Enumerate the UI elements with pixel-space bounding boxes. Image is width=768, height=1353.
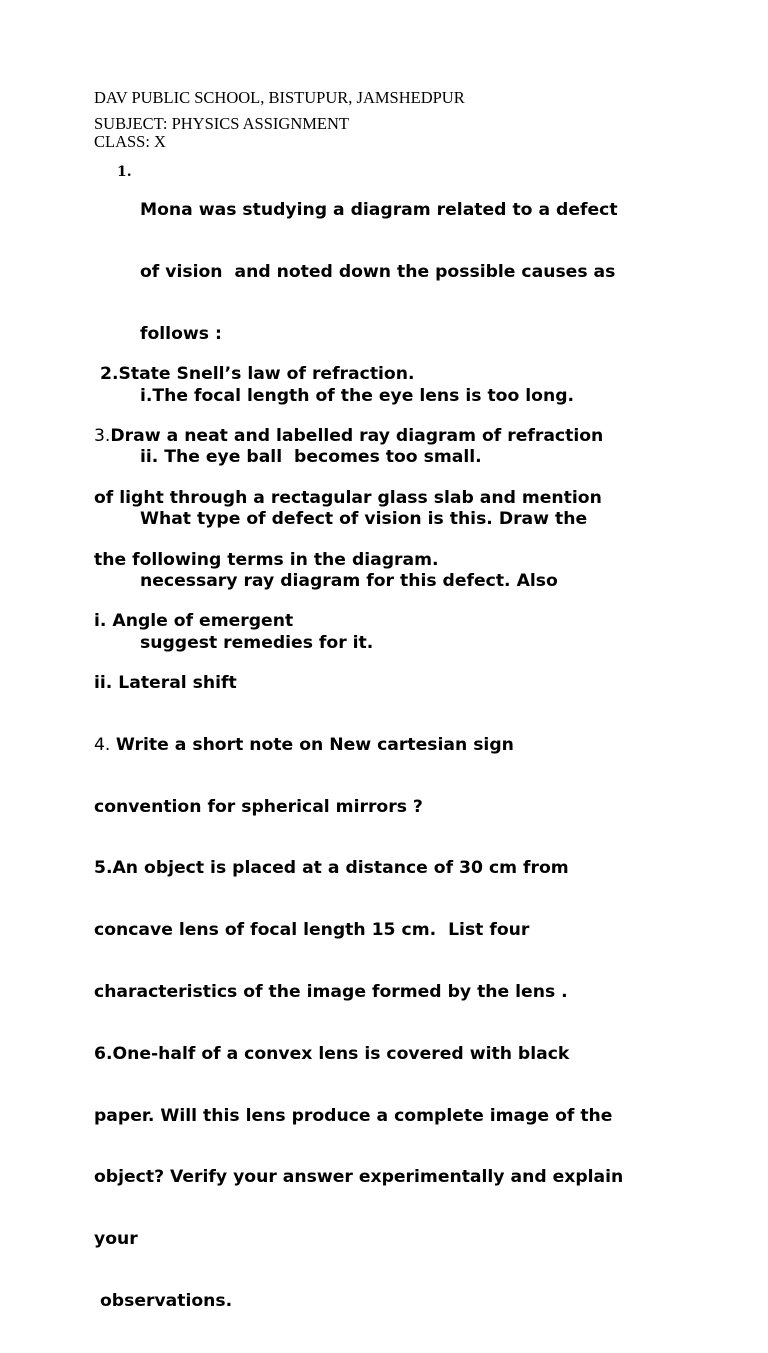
question-6-line: paper. Will this lens produce a complete image of the <box>94 1105 613 1126</box>
question-3-line: of light through a rectagular glass slab and mention <box>94 487 602 508</box>
question-3-line <box>94 426 623 447</box>
question-5-line: concave lens of focal length 15 cm. List four <box>94 920 530 941</box>
question-1-number: 1. <box>117 164 132 180</box>
question-1-line: necessary ray diagram for this defect. Also <box>140 570 558 591</box>
question-5-line: 5.An object is placed at a distance of 30 cm from <box>94 858 569 879</box>
question-1-line: i.The focal length of the eye lens is too long. <box>140 385 575 406</box>
question-4-line: convention for spherical mirrors ? <box>94 796 423 817</box>
question-6-line: observations. <box>94 1290 233 1311</box>
question-3-line: the following terms in the diagram. <box>94 549 439 570</box>
question-4-text: Write a short note on New cartesian sign <box>115 734 514 755</box>
questions-2-to-6 <box>94 323 623 1353</box>
question-6-line: your <box>94 1229 138 1250</box>
question-5-line: characteristics of the image formed by the lens . <box>94 982 568 1002</box>
question-4-number: 4. <box>94 734 116 755</box>
question-1-line: suggest remedies for it. <box>140 632 374 653</box>
question-6-line: object? Verify your answer experimentally and explain <box>94 1167 624 1188</box>
question-1-line: of vision and noted down the possible causes as <box>140 261 616 282</box>
question-1-line: follows : <box>140 323 222 344</box>
class-line: CLASS: X <box>94 132 166 151</box>
question-3-term: i. Angle of emergent <box>94 611 294 632</box>
question-3-number: 3. <box>94 425 111 446</box>
question-2: 2.State Snell’s law of refraction. <box>94 364 415 385</box>
question-3-text: Draw a neat and labelled ray diagram of refraction <box>110 425 604 446</box>
question-6-line: 6.One-half of a convex lens is covered with black <box>94 1043 570 1064</box>
question-3-term: ii. Lateral shift <box>94 673 237 694</box>
school-name: DAV PUBLIC SCHOOL, BISTUPUR, JAMSHEDPUR <box>94 88 465 107</box>
question-1-line: Mona was studying a diagram related to a defect <box>140 200 618 221</box>
question-4-line <box>94 735 623 756</box>
question-1-line: What type of defect of vision is this. Draw the <box>140 509 588 530</box>
subject-line: SUBJECT: PHYSICS ASSIGNMENT <box>94 114 349 133</box>
question-1-line: ii. The eye ball becomes too small. <box>140 447 482 468</box>
